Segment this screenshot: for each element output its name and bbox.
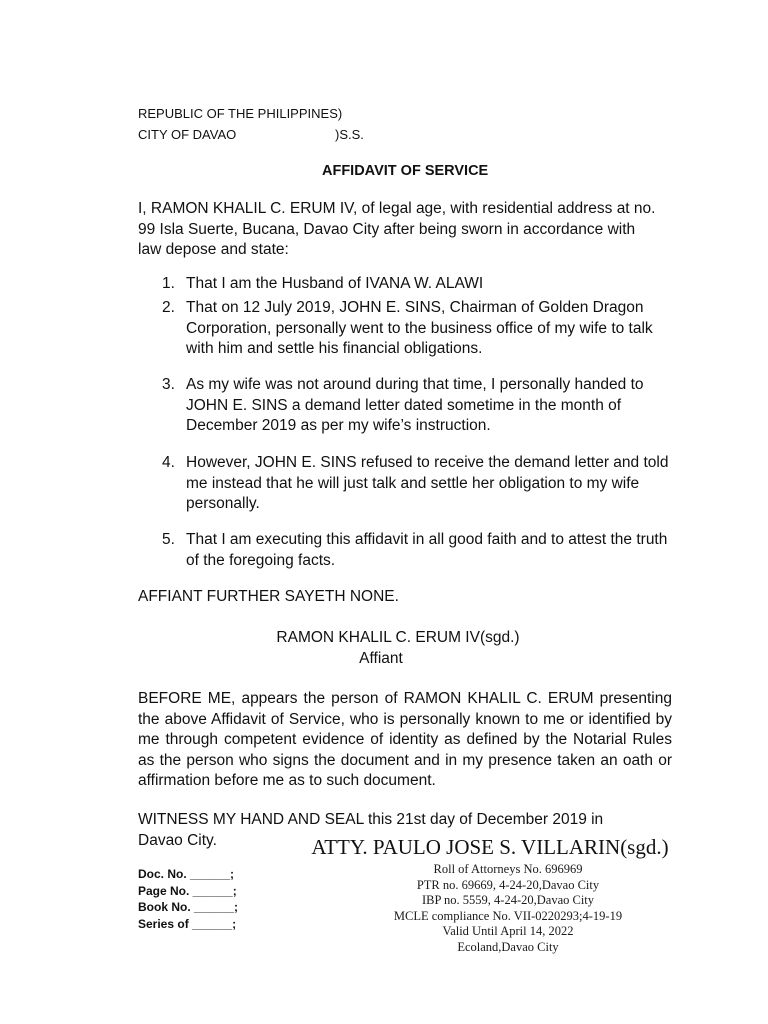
list-item-text: That I am the Husband of IVANA W. ALAWI: [186, 275, 484, 292]
doc-fields: [138, 866, 238, 932]
notary-validity: Valid Until April 14, 2022: [442, 924, 574, 938]
notary-name: ATTY. PAULO JOSE S. VILLARIN(sgd.): [311, 835, 669, 859]
list-item: [162, 274, 670, 295]
notary-roll: Roll of Attorneys No. 696969: [433, 862, 583, 876]
notary-address: Ecoland,Davao City: [457, 939, 559, 954]
list-item-number: 2.: [162, 299, 175, 316]
venue-city: CITY OF DAVAO: [138, 127, 237, 142]
list-item: [162, 298, 670, 360]
series-field: Series of ______;: [138, 916, 237, 931]
list-item-number: 4.: [162, 454, 175, 471]
affiant-further-statement: AFFIANT FURTHER SAYETH NONE.: [138, 588, 399, 605]
list-item-number: 5.: [162, 531, 175, 548]
intro-paragraph: I, RAMON KHALIL C. ERUM IV, of legal age, with residential address at no. 99 Isla Suerte, Bucana, Davao City after being sworn in accordance with law depose and state:: [138, 200, 656, 258]
venue-republic: REPUBLIC OF THE PHILIPPINES): [138, 106, 343, 121]
affiant-role: Affiant: [359, 650, 403, 667]
notary-ptr: PTR no. 69669, 4-24-20,Davao City: [416, 877, 600, 892]
witness-statement: WITNESS MY HAND AND SEAL this 21st day of December 2019 in Davao City.: [138, 811, 604, 849]
notary-mcle: MCLE compliance No. VII-0220293;4-19-19: [393, 908, 623, 923]
doc-number-field: Doc. No. ______;: [138, 867, 235, 881]
affiant-name: RAMON KHALIL C. ERUM IV(sgd.): [276, 629, 520, 646]
list-item-text: That on 12 July 2019, JOHN E. SINS, Chairman of Golden Dragon Corporation, personally went to the business office of my wife to talk with him and settle his financial obligations.: [186, 299, 653, 357]
jurat-paragraph: BEFORE ME, appears the person of RAMON KHALIL C. ERUM presenting the above Affidavit of Service, who is personally known to me or identified by me through competent evidence of identity as defined by the Notarial Rules as the person who signs the document and in my presence taken an oath or affirmation before me as to such document.: [138, 690, 672, 789]
list-item-text: That I am executing this affidavit in all good faith and to attest the truth of the foregoing facts.: [186, 531, 668, 569]
list-item-number: 3.: [162, 376, 175, 393]
venue-ss: )S.S.: [335, 127, 364, 142]
book-number-field: Book No. ______;: [138, 900, 239, 914]
list-item: [162, 530, 670, 571]
notary-details: [298, 862, 718, 955]
list-item-text: However, JOHN E. SINS refused to receive the demand letter and told me instead that he will just talk and settle her obligation to my wife personally.: [186, 454, 669, 512]
list-item-text: As my wife was not around during that time, I personally handed to JOHN E. SINS a demand letter dated sometime in the month of December 2019 as per my wife’s instruction.: [186, 376, 644, 434]
list-item-number: 1.: [162, 275, 175, 292]
notary-ibp: IBP no. 5559, 4-24-20,Davao City: [421, 893, 595, 907]
list-item: [162, 453, 670, 515]
document-title: AFFIDAVIT OF SERVICE: [322, 163, 489, 179]
list-item: [162, 375, 670, 437]
page-number-field: Page No. ______;: [138, 883, 237, 898]
